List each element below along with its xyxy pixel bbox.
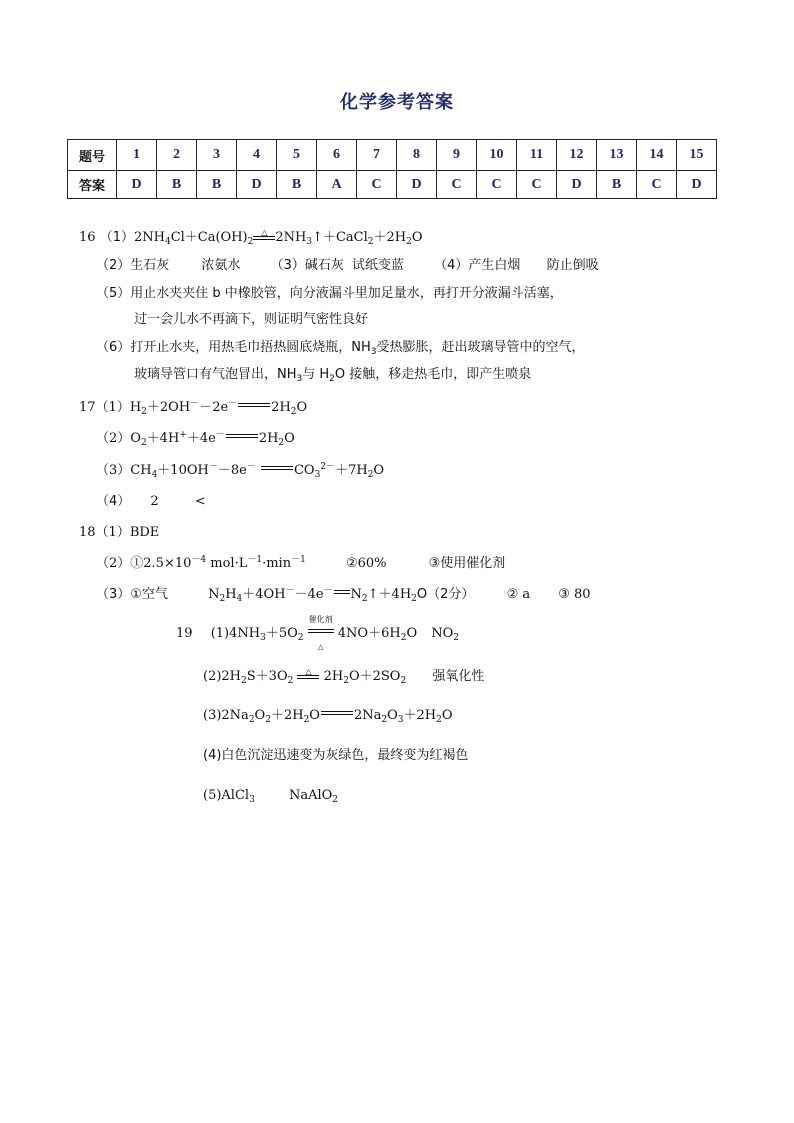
q16-answer-2a: （2）生石灰 [96, 258, 170, 273]
q16-line-1 [79, 230, 423, 246]
formula-part: ↑＋CaCl [312, 230, 368, 245]
formula-part: ＋7H [335, 463, 368, 478]
subscript: 2 [406, 237, 412, 247]
question-number: 12 [557, 140, 597, 171]
answer-value: < [194, 494, 206, 509]
q19-line-3 [203, 708, 453, 724]
q16-line-6 [134, 367, 531, 383]
q16-answer-2b: 浓氨水 [201, 258, 241, 273]
answer-cell: D [117, 171, 157, 199]
formula-part: N [350, 587, 362, 602]
formula-part: N [208, 587, 220, 602]
formula-part: 2H [323, 669, 344, 684]
formula-part: －2e [199, 400, 229, 415]
q17-line-1 [79, 400, 307, 416]
equals-sign [334, 590, 350, 594]
formula-part: ＋4H [146, 431, 180, 446]
subscript: 2 [140, 438, 147, 448]
q16-answer-4b: 防止倒吸 [546, 258, 599, 273]
formula-part: O＋2SO [348, 669, 401, 684]
formula-part: (2)2H [203, 669, 242, 684]
question-number: 14 [637, 140, 677, 171]
q19-line-1 [176, 615, 460, 651]
table-row-answers [68, 171, 717, 199]
subscript: 3 [397, 715, 404, 725]
superscript: － [208, 462, 218, 472]
formula-part: 2H [258, 431, 279, 446]
subscript: 2 [248, 715, 255, 725]
subscript: 2 [241, 676, 247, 686]
text-part: 与 H [302, 367, 330, 382]
formula-part: (5)AlCl [203, 788, 250, 803]
q19-line-5 [203, 788, 338, 804]
formula-part: O（2分） [416, 587, 475, 602]
answer-cell: D [397, 171, 437, 199]
text-part: （6）打开止水夹，用热毛巾捂热圆底烧瓶，NH [96, 340, 371, 355]
superscript: －4 [191, 555, 207, 565]
formula-part: （2）O [96, 431, 141, 446]
question-number: 2 [157, 140, 197, 171]
question-number: 7 [357, 140, 397, 171]
q17-line-3 [96, 463, 384, 479]
answer-cell: D [237, 171, 277, 199]
answer-cell: B [277, 171, 317, 199]
superscript: + [179, 430, 187, 440]
formula-part: ＋2OH [146, 400, 191, 415]
heat-triangle-icon: △ [261, 228, 268, 237]
answer-value: ② a [506, 587, 531, 602]
catalyst-label: 催化剂 [308, 615, 333, 624]
subscript: 2 [278, 438, 285, 448]
answer-cell: D [557, 171, 597, 199]
formula-part: CO [293, 463, 315, 478]
formula-part: 2Na [353, 708, 382, 723]
heat-triangle-icon: △ [317, 643, 324, 651]
formula-part: O [406, 626, 418, 641]
heat-equilibrium-sign [297, 667, 319, 680]
superscript: －1 [247, 555, 263, 565]
formula-part: S＋3O [246, 669, 288, 684]
formula-part: NO [431, 626, 454, 641]
formula-part: (1)4NH [210, 626, 261, 641]
superscript: － [190, 399, 200, 409]
formula-part: 2H [271, 400, 291, 415]
q16-line-2 [96, 258, 599, 274]
question-number: 11 [517, 140, 557, 171]
subscript: 2 [287, 676, 294, 686]
text-part: O 接触，移走热毛巾，即产生喷泉 [334, 367, 532, 382]
text-part: 玻璃导管口有气泡冒出，NH [134, 367, 297, 382]
answer-cell: C [477, 171, 517, 199]
subscript: 2 [453, 633, 460, 643]
formula-part: H [225, 587, 237, 602]
subscript: 2 [367, 237, 374, 247]
formula-part: ↑＋4H [367, 587, 412, 602]
answer-cell: C [357, 171, 397, 199]
answer-cell: A [317, 171, 357, 199]
formula-part: O [309, 708, 320, 723]
heat-triangle-icon: △ [305, 667, 312, 676]
subscript: 2 [290, 407, 297, 417]
formula-part: ＋4e [186, 431, 216, 446]
answer-cell: B [597, 171, 637, 199]
answer-value: 强氧化性 [432, 669, 485, 684]
q19-line-2 [203, 669, 484, 685]
header-label: 题号 [68, 140, 117, 171]
formula-part: NaAlO [288, 788, 333, 803]
formula-part: （2）①2.5×10 [96, 556, 192, 571]
subscript: 2 [381, 715, 388, 725]
answer-label: 答案 [68, 171, 117, 199]
question-number: 3 [197, 140, 237, 171]
q17-line-2 [96, 431, 295, 447]
formula-part: ＋5O [265, 626, 298, 641]
formula-part: ·min [262, 556, 292, 571]
formula-part: （3）CH [96, 463, 152, 478]
subscript: 4 [236, 594, 243, 604]
q18-line-2 [96, 556, 505, 572]
question-number: 1 [117, 140, 157, 171]
subscript: 3 [249, 795, 255, 805]
formula-part: 17（1）H [79, 400, 142, 415]
heat-equilibrium-sign [253, 228, 275, 241]
answer-cell: B [157, 171, 197, 199]
question-number: 5 [277, 140, 317, 171]
superscript: －1 [291, 555, 306, 565]
subscript: 3 [306, 237, 313, 247]
answer-value: ②60% [345, 556, 387, 571]
superscript: 2－ [320, 462, 336, 472]
subscript: 2 [361, 594, 368, 604]
answer-value: 2 [150, 494, 159, 509]
formula-part: －8e [217, 463, 247, 478]
superscript: － [323, 586, 333, 596]
question-number: 10 [477, 140, 517, 171]
formula-part: ＋2H [373, 230, 407, 245]
q16-answer-3b: 试纸变蓝 [352, 258, 405, 273]
q17-line-4 [96, 494, 206, 510]
table-row-numbers [68, 140, 717, 171]
subscript: 4 [151, 470, 158, 480]
page-title: 化学参考答案 [340, 92, 454, 113]
question-number: 4 [237, 140, 277, 171]
q16-answer-4a: （4）产生白烟 [434, 258, 521, 273]
formula-part: O [411, 230, 423, 245]
question-number: 6 [317, 140, 357, 171]
answer-value: （3）①空气 [96, 587, 168, 602]
part-tag: （4） [96, 494, 131, 509]
answer-cell: B [197, 171, 237, 199]
question-number: 13 [597, 140, 637, 171]
equals-sign [261, 466, 293, 470]
question-number: 8 [397, 140, 437, 171]
q16-part-tag: （1） [99, 230, 134, 245]
formula-part: －4e [294, 587, 324, 602]
subscript: 2 [219, 594, 226, 604]
answer-cell: C [437, 171, 477, 199]
q19-number: 19 [176, 626, 193, 641]
q19-line-4: (4)白色沉淀迅速变为灰绿色，最终变为红褐色 [203, 748, 469, 763]
answer-cell: D [677, 171, 717, 199]
q16-number: 16 [79, 230, 96, 245]
formula-part: O [254, 708, 266, 723]
formula-part: O [373, 463, 385, 478]
superscript: － [215, 430, 225, 440]
answer-value: ③ 80 [558, 587, 591, 602]
catalyst-condition-sign [308, 615, 334, 651]
superscript: － [285, 586, 295, 596]
formula-part: O [284, 431, 295, 446]
subscript: 2 [400, 676, 407, 686]
q16-line-3: （5）用止水夹夹住 b 中橡胶管，向分液漏斗里加足量水，再打开分液漏斗活塞， [96, 286, 563, 301]
formula-part: 2NH [275, 230, 307, 245]
subscript: 2 [343, 676, 349, 686]
answer-value: ③使用催化剂 [428, 556, 506, 571]
q16-line-5 [96, 340, 585, 356]
formula-part: O [441, 708, 453, 723]
equals-sign [238, 403, 270, 407]
subscript: 3 [314, 470, 321, 480]
subscript: 2 [332, 795, 339, 805]
subscript: 2 [329, 374, 335, 384]
equals-sign [226, 434, 258, 438]
superscript: － [246, 462, 256, 472]
text-part: 受热膨胀，赶出玻璃导管中的空气， [376, 340, 585, 355]
subscript: 4 [164, 237, 171, 247]
subscript: 2 [411, 594, 417, 604]
formula-part: O [296, 400, 308, 415]
formula-part: (3)2Na [203, 708, 249, 723]
formula-part: 4NO＋6H [337, 626, 401, 641]
q18-line-3 [96, 587, 591, 603]
formula-part: ＋2H [403, 708, 437, 723]
question-number: 9 [437, 140, 477, 171]
q18-line-1: 18（1）BDE [79, 525, 160, 540]
formula-part: ＋10OH [157, 463, 209, 478]
q16-line-4: 过一会儿水不再滴下，则证明气密性良好 [134, 312, 369, 327]
formula-part: O [387, 708, 398, 723]
subscript: 2 [265, 715, 271, 725]
formula-part: mol·L [206, 556, 248, 571]
answer-cell: C [517, 171, 557, 199]
subscript: 2 [400, 633, 407, 643]
answer-cell: C [637, 171, 677, 199]
answer-table [67, 139, 717, 199]
formula-part: ＋4OH [242, 587, 286, 602]
subscript: 3 [370, 347, 377, 357]
subscript: 2 [367, 470, 374, 480]
subscript: 2 [303, 715, 310, 725]
formula-part: 2NH [133, 230, 165, 245]
question-number: 15 [677, 140, 717, 171]
subscript: 2 [247, 237, 254, 247]
formula-part: ＋2H [270, 708, 304, 723]
subscript: 2 [436, 715, 442, 725]
superscript: － [228, 399, 238, 409]
q16-answer-3a: （3）碱石灰 [270, 258, 344, 273]
formula-part: Cl＋Ca(OH) [170, 230, 248, 245]
subscript: 2 [141, 407, 147, 417]
subscript: 3 [296, 374, 303, 384]
subscript: 3 [260, 633, 266, 643]
equals-sign [321, 711, 353, 715]
subscript: 2 [297, 633, 304, 643]
